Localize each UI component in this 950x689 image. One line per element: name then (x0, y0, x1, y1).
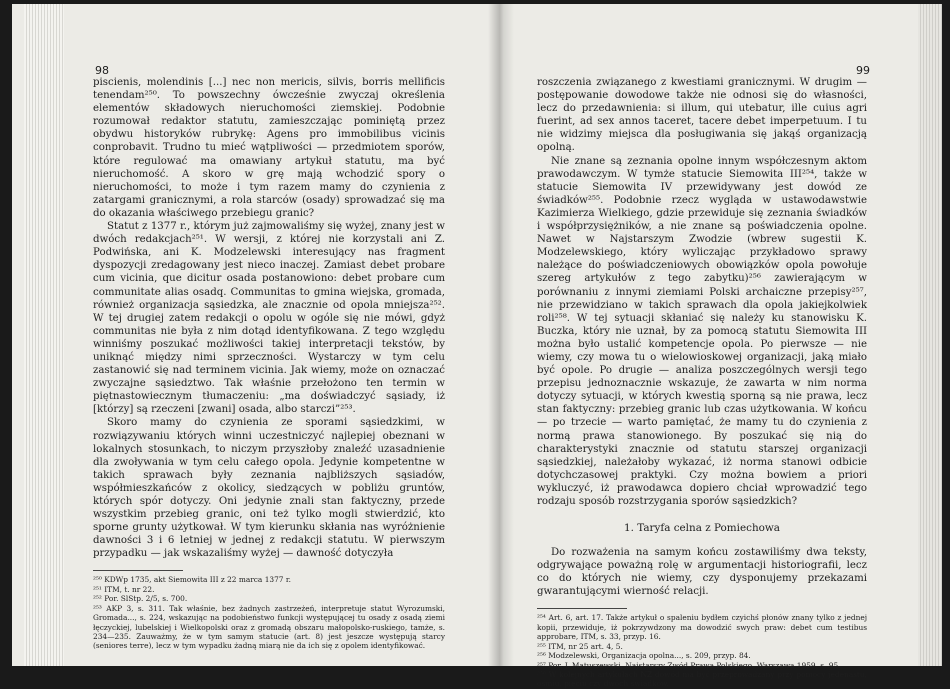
left-footnotes (93, 575, 445, 650)
footnote: ²⁵⁸ W kolejnych artykułach NZ dowód ma być przeprowadzany przy pomocy jedenastu, ośmiu, pięciu czy dwóch świadków. (537, 669, 867, 689)
book-gutter (488, 4, 514, 666)
paragraph: Do rozważenia na samym końcu zostawiliśmy dwa teksty, odgrywające poważną rolę w argumentacji historiografii, lecz co do których nie wiemy, czy dysponujemy przekazami gwarantującymi wierność relacji. (537, 547, 867, 598)
footnote: ²⁵³ AKP 3, s. 311. Tak właśnie, bez żadnych zastrzeżeń, interpretuje statut Wyrozumski, Gromada..., s. 224, wskazując na podobieństwo funkcji występującej tu osady z osadą ziemi łęczyckiej, lubelskiej i Wielkopolski oraz z gromadą obszaru małopolsko-ruskiego, tamże, s. 234—235. Zauważmy, że w tym samym statucie (art. 8) jest jeszcze występują starcy (seniores terre), lecz w tym wypadku żadną miarą nie da ich się z opolem identyfikować. (93, 603, 445, 651)
right-page (537, 76, 867, 689)
section-heading: 1. Taryfa celna z Pomiechowa (624, 522, 780, 535)
right-body-2 (537, 546, 867, 598)
right-body (537, 76, 867, 508)
paragraph: roszczenia związanego z kwestiami granicznymi. W drugim — postępowanie dowodowe także nie odnosi się do własności, lecz do przedawnienia: si illum, qui utebatur, ille cuius agri fuerint, ad sex annos taceret, tacere debet imperpetuum. I tu nie widzimy miejsca dla posługiwania się jakąś organizacją opolną. (537, 77, 867, 154)
footnote: ²⁵⁵ ITM, nr 25 art. 4, 5. (537, 641, 623, 651)
left-body (93, 76, 445, 560)
paragraph: Statut z 1377 r., którym już zajmowaliśmy się wyżej, znany jest w dwóch redakcjach²⁵¹. W wersji, z której nie korzystali ani Z. Podwińska, ani K. Modzelewski interesujący nas fragment dyspozycji zredagowany jest nieco inaczej. Zamiast debet probare cum vicinia, que dicitur osada postanowiono: debet probare cum communitate alias osadq. Communitas to gmina wiejska, gromada, również organizacja sąsiedzka, ale znacznie od opola mniejsza²⁵². W tej drugiej zatem redakcji o opolu w ogóle się nie mówi, gdyż communitas nie była z nim dotąd identyfikowana. Z tego względu winniśmy poszukać możliwości takiej interpretacji tekstów, by uniknąć między nimi sprzeczności. Wystarczy w tym celu zastanowić się nad terminem vicinia. Jak wiemy, może on oznaczać zwyczajne sąsiedztwo. Tak właśnie przełożono ten termin w piętnastowiecznym tłumaczeniu: „ma doświadczyć sąsiady, iż [którzy] są rzeczeni [zwani] osada, albo starczi”²⁵³. (93, 221, 445, 416)
paragraph: Skoro mamy do czynienia ze sporami sąsiedzkimi, w rozwiązywaniu których winni uczestniczyć najlepiej obeznani w lokalnych stosunkach, to niczym przyszłoby znaleźć uzasadnienie dla zwoływania w tym celu całego opola. Jedynie kompetentne w takich sprawach były zeznania najbliższych sąsiadów, współmieszkańców z okolicy, siedzących w pobliżu gruntów, których spór dotyczy. Oni jedynie znali stan faktyczny, przede wszystkim przebieg granic, oni też tylko mogli stwierdzić, kto sporne grunty użytkował. W tym kierunku skłania nas wyróżnienie dawności 3 i 6 letniej w jednej z redakcji statutu. W pierwszym przypadku — jak wskazaliśmy wyżej — dawność dotyczyła (93, 417, 445, 560)
page-number-left: 98 (95, 64, 109, 77)
right-footnotes (537, 613, 867, 688)
paragraph: piscienis, molendinis [...] nec non mericis, silvis, borris mellificis tenendam²⁵⁰. To powszechny ówcześnie zwyczaj określenia elementów składowych nieruchomości ziemskiej. Podobnie rozumował redaktor statutu, zamieszczając pominiętą przez obydwu historyków rubrykę: Agens pro immobilibus vicinis conprobavit. Trudno tu mieć wątpliwości — przedmiotem sporów, które regulować ma omawiany artykuł statutu, ma być nieruchomość. A skoro w grę mają wchodzić spory o nieruchomości, to może i tym razem mamy do czynienia z zatargami granicznymi, a rola starców (osady) sprowadzać się ma do okazania właściwego przebiegu granic? (93, 77, 445, 219)
page-edges-left (24, 4, 64, 666)
left-page (93, 76, 445, 651)
footnote-rule (93, 570, 183, 571)
footnote: ²⁵² Por. SlStp. 2/5, s. 700. (93, 594, 188, 604)
paragraph: Nie znane są zeznania opolne innym współczesnym aktom prawodawczym. W tymże statucie Siemowita III²⁵⁴, także w statucie Siemowita IV przewidywany jest dowód ze świadków²⁵⁵. Podobnie rzecz wygląda w ustawodawstwie Kazimierza Wielkiego, gdzie przewiduje się zeznania świadków i współprzysiężników, a nie znane są poświadczenia opolne. Nawet w Najstarszym Zwodzie (wbrew sugestii K. Modzelewskiego, który wyliczając przykładowo sprawy należące do poświadczeniowych obowiązków opola powołuje szereg artykułów z tego zabytku)²⁵⁶ zawierającym w porównaniu z innymi ziemiami Polski archaiczne przepisy²⁵⁷, nie przewidziano w takich sprawach dla opola jakiejkolwiek roli²⁵⁸. W tej sytuacji skłaniać się należy ku stanowisku K. Buczka, który nie uznał, by za pomocą statutu Siemowita III można było ustalić kompetencje opola. Po pierwsze — nie wiemy, czy mowa tu o wielowioskowej organizacji, jaką miało być opole. Po drugie — analiza poszczególnych wersji tego przepisu jednoznacznie wskazuje, że zawarta w nim norma dotyczy sytuacji, w których kwestią sporną są nie prawa, lecz stan faktyczny: przebieg granic lub czas użytkowania. W końcu — po trzecie — warto pamiętać, że mamy tu do czynienia z normą prawa stanowionego. By poszukać się nią do charakterystyki znacznie od statutu starszej organizacji sąsiedzkiej, należałoby wykazać, iż norma stanowi odbicie dotychczasowej praktyki. Czy można bowiem a priori wykluczyć, iż prawodawca dopiero chciał wprowadzić tego rodzaju sposób rozstrzygania sporów sąsiedzkich? (537, 155, 867, 507)
footnote: ²⁵⁰ KDWp 1735, akt Siemowita III z 22 marca 1377 r. (93, 575, 291, 585)
footnote: ²⁵⁶ Modzelewski, Organizacja opolna..., s. 209, przyp. 84. (537, 651, 751, 661)
page-number-right: 99 (856, 64, 870, 77)
page-edges-right (918, 4, 942, 666)
footnote: ²⁵⁴ Art. 6, art. 17. Także artykuł o spaleniu bydłem czyichś płonów znany tylko z jednej kopii, przewiduje, iż pokrzywdzony ma dowodzić swych praw: debet cum testibus approbare, ITM, s. 33, przyp. 16. (537, 613, 867, 642)
footnote-rule (537, 608, 627, 609)
footnote: ²⁵¹ ITM, t. nr 22. (93, 584, 155, 594)
footnote: ²⁵⁷ Por. J. Matuszewski, Najstarszy Zwód Prawa Polskiego, Warszawa 1959, s. 95. (537, 660, 841, 670)
